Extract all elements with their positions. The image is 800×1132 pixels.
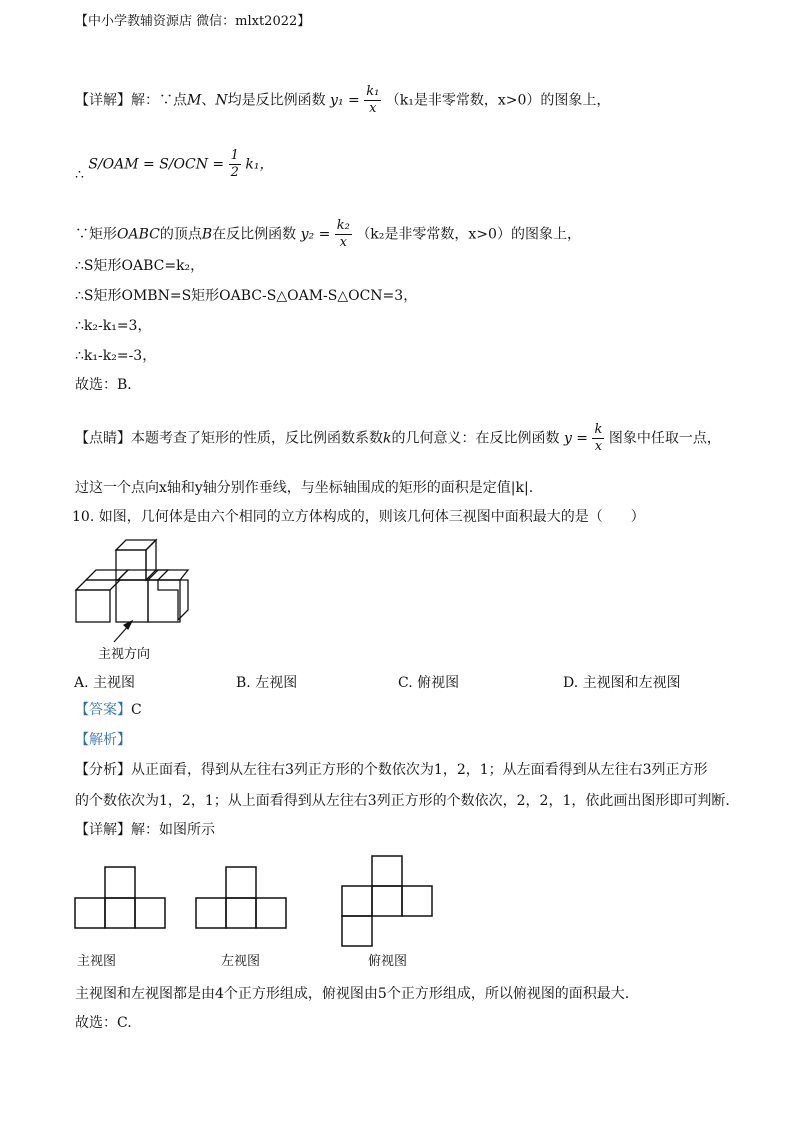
top-view [341, 855, 436, 950]
fraction-k2-x: $\frac{\text{k₂}}{x}$ [336, 218, 350, 250]
option-a: A. 主视图 [74, 675, 136, 691]
answer-tag: 【答案】 [75, 702, 131, 718]
front-view-label: 主视图 [77, 954, 117, 969]
answer-value: C [131, 702, 142, 718]
fraction-k1-x: $\frac{\text{k₁}}{x}$ [366, 84, 380, 116]
fraction-k-x: $\frac{k}{x}$ [594, 422, 603, 454]
final-answer: 故选：C. [75, 1015, 132, 1031]
question-10: 10. 如图，几何体是由六个相同的立方体构成的，则该几何体三视图中面积最大的是（ ） [72, 509, 645, 525]
top-view-label: 俯视图 [368, 954, 408, 969]
comment-line-1: 【点睛】本题考查了矩形的性质，反比例函数系数k的几何意义：在反比例函数 y = $\frac{k}{x}$ 图象中任取一点， [75, 422, 721, 454]
area-equation: ∴ S/OAM = S/OCN = $\frac{1}{2}$ k₁， [75, 148, 274, 183]
detail-line-1: 【详解】解：∵点M、N均是反比例函数 y₁ = $\frac{\text{k₁}}{x}$ （k₁是非零常数，x>0）的图象上， [75, 84, 611, 116]
analysis-line-2: 的个数依次为1，2，1；从上面看得到从左往右3列正方形的个数依次，2，2，1，依此画出图形即可判断. [75, 793, 730, 809]
option-c: C. 俯视图 [398, 675, 460, 691]
fraction-one-half: $\frac{1}{2}$ [230, 148, 239, 180]
function-y1: y₁ = [330, 92, 360, 109]
conclusion: 主视图和左视图都是由4个正方形组成，俯视图由5个正方形组成，所以俯视图的面积最大. [75, 986, 630, 1002]
detail-2-line: 【详解】解：如图所示 [75, 822, 215, 838]
front-view [74, 866, 168, 930]
analysis-line-1: 【分析】从正面看，得到从左往右3列正方形的个数依次为1，2，1；从左面看得到从左往右3列正方形 [75, 762, 708, 778]
page-header: 【中小学教辅资源店 微信：mlxt2022】 [75, 14, 311, 29]
step-line: ∴k₂-k₁=3， [75, 318, 152, 334]
figure-caption: 主视方向 [98, 647, 151, 662]
left-view-label: 左视图 [221, 954, 261, 969]
step-line: ∴k₁-k₂=-3， [75, 348, 157, 364]
comment-tag: 【点睛】 [75, 430, 131, 447]
comment-line-2: 过这一个点向x轴和y轴分别作垂线，与坐标轴围成的矩形的面积是定值|k|. [75, 480, 534, 496]
step-line: ∴S矩形OABC=k₂， [75, 258, 205, 274]
answer-line [75, 700, 142, 720]
analysis-sub-tag: 【分析】 [75, 762, 131, 778]
option-d: D. 主视图和左视图 [563, 675, 681, 691]
left-view [195, 866, 289, 930]
analysis-tag: 【解析】 [75, 732, 131, 748]
cube-figure [70, 538, 200, 663]
rectangle-line: ∵矩形OABC的顶点B在反比例函数 y₂ = $\frac{\text{k₂}}{x}$ （k₂是非零常数，x>0）的图象上， [75, 218, 581, 250]
step-line: 故选：B． [75, 377, 142, 393]
step-line: ∴S矩形OMBN=S矩形OABC-S△OAM-S△OCN=3， [75, 288, 418, 304]
option-b: B. 左视图 [236, 675, 298, 691]
function-y2: y₂ = [300, 226, 331, 243]
detail-tag: 【详解】 [75, 92, 131, 109]
